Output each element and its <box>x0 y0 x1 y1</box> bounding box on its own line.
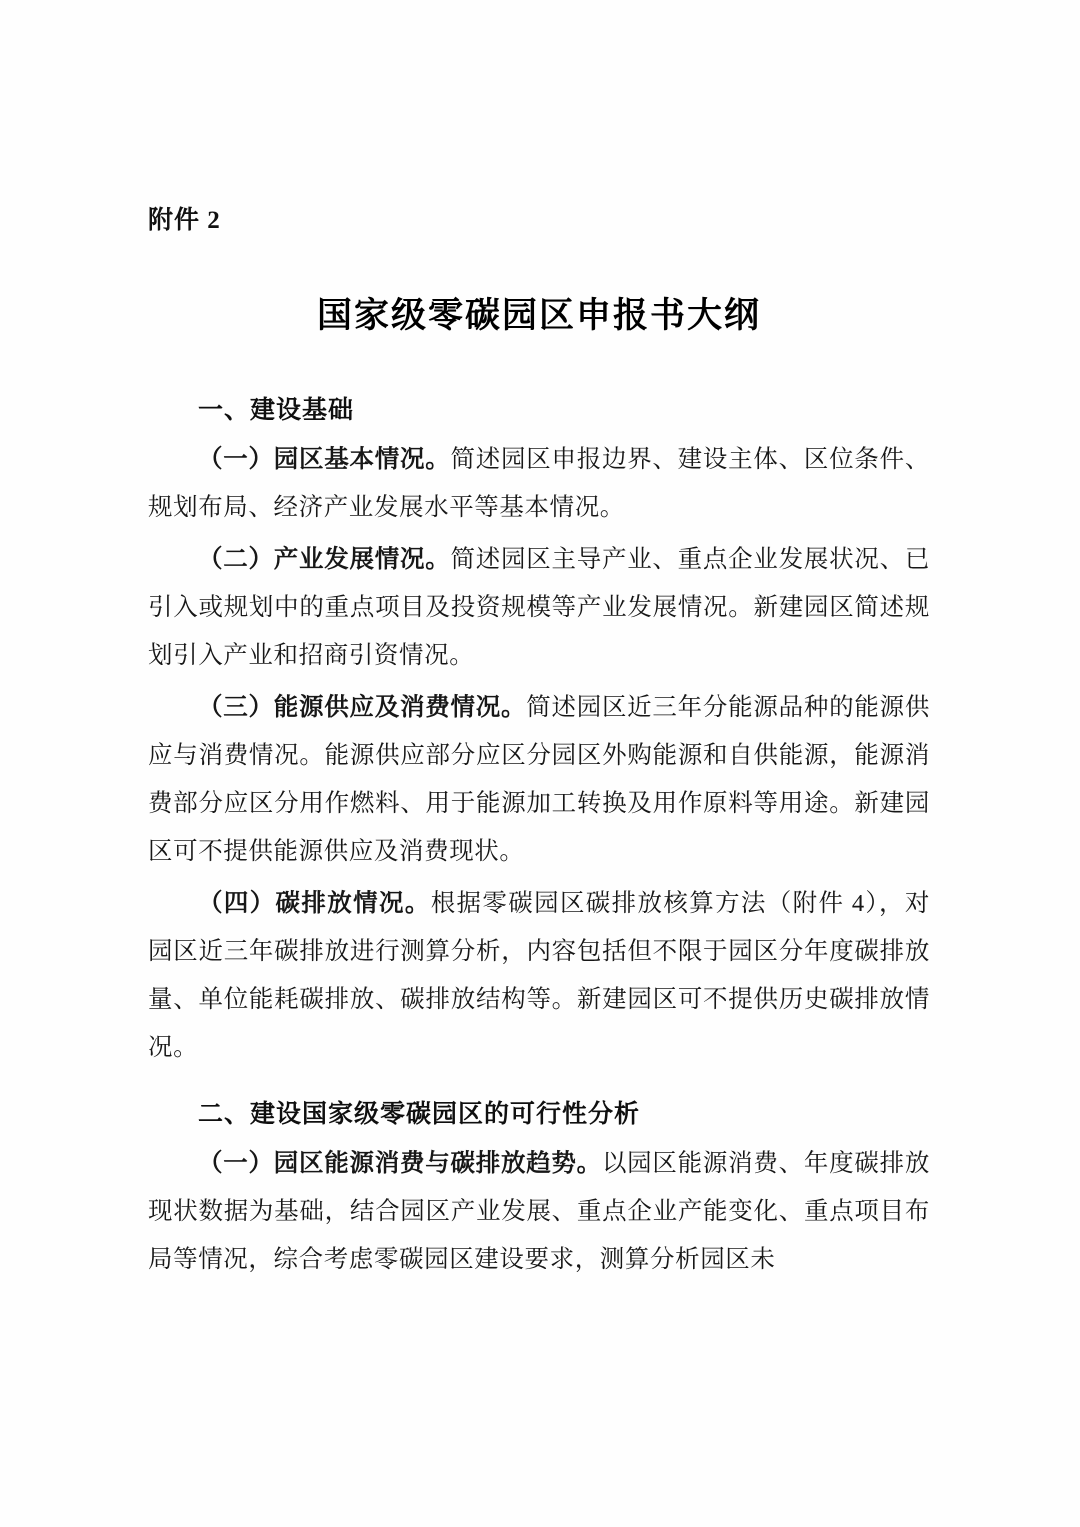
paragraph-lead: （一）园区能源消费与碳排放趋势。 <box>198 1150 602 1177</box>
paragraph <box>148 880 930 1072</box>
paragraph-lead: （三）能源供应及消费情况。 <box>198 694 527 721</box>
paragraph-text: 根据零碳园区碳排放核算方法（附件 4），对园区近三年碳排放进行测算分析，内容包括但不限于园区分年度碳排放量、单位能耗碳排放、碳排放结构等。新建园区可不提供历史碳排放情况。 <box>148 890 930 1061</box>
section-heading-2: 二、建设国家级零碳园区的可行性分析 <box>198 1101 641 1128</box>
paragraph-lead: （一）园区基本情况。 <box>198 446 451 473</box>
paragraph <box>148 684 930 876</box>
paragraph-lead: （四）碳排放情况。 <box>198 890 431 917</box>
paragraph-text: 简述园区主导产业、重点企业发展状况、已引入或规划中的重点项目及投资规模等产业发展情况。新建园区简述规划引入产业和招商引资情况。 <box>148 546 930 669</box>
paragraph-text: 以园区能源消费、年度碳排放现状数据为基础，结合园区产业发展、重点企业产能变化、重点项目布局等情况，综合考虑零碳园区建设要求，测算分析园区未 <box>148 1150 930 1273</box>
paragraph-lead: （二）产业发展情况。 <box>198 546 451 573</box>
paragraph-text: 简述园区近三年分能源品种的能源供应与消费情况。能源供应部分应区分园区外购能源和自供能源，能源消费部分应区分用作燃料、用于能源加工转换及用作原料等用途。新建园区可不提供能源供应及消费现状。 <box>148 694 930 865</box>
page-title: 国家级零碳园区申报书大纲 <box>316 296 761 335</box>
paragraph <box>148 536 930 680</box>
paragraph <box>148 436 930 532</box>
paragraph <box>148 1140 930 1284</box>
attachment-label: 附件 2 <box>148 207 221 234</box>
section-heading-1: 一、建设基础 <box>198 397 355 424</box>
paragraph-text: 简述园区申报边界、建设主体、区位条件、规划布局、经济产业发展水平等基本情况。 <box>148 446 930 521</box>
